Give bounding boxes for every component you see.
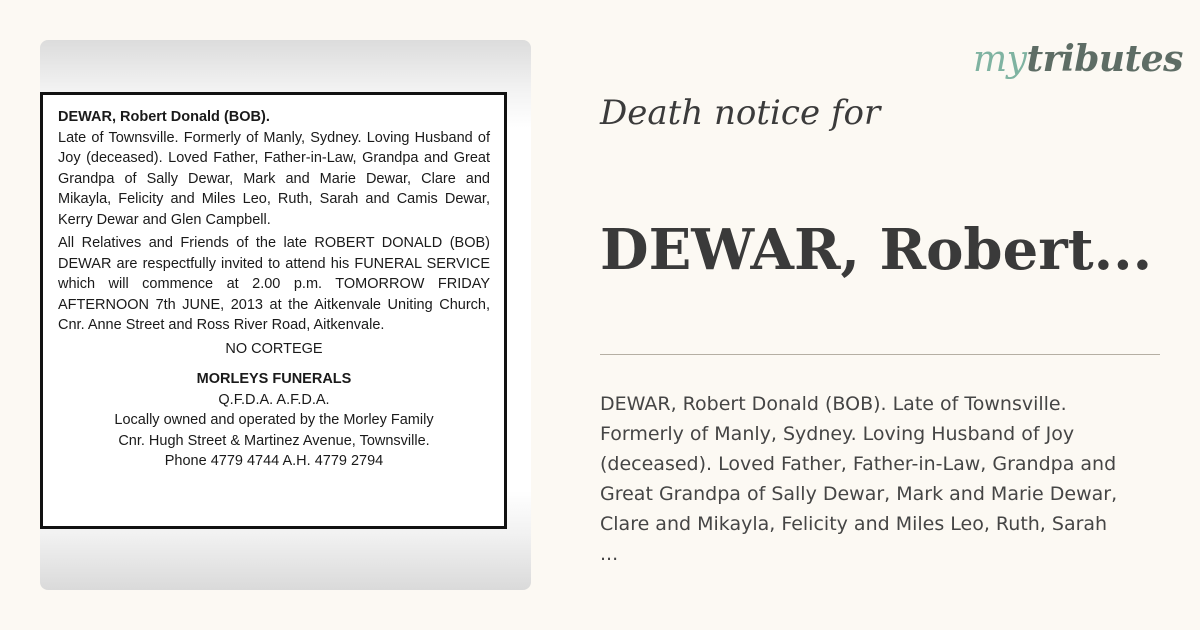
page-subtitle: Death notice for: [600, 93, 881, 133]
funeral-home-accreditation: Q.F.D.A. A.F.D.A.: [218, 391, 330, 408]
notice-image: [40, 40, 531, 590]
divider: [600, 354, 1160, 355]
funeral-home-name: MORLEYS FUNERALS: [196, 371, 352, 387]
notice-summary: DEWAR, Robert Donald (BOB). Late of Townsville. Formerly of Manly, Sydney. Loving Husband of Joy (deceased). Loved Father, Father-in-Law, Grandpa and Great Grandpa of Sally Dewar, Mark and Marie Dewar, Clare and Mikayla, Felicity and Miles Leo, Ruth, Sarah ...: [600, 393, 1118, 565]
newspaper-notice: [40, 92, 507, 529]
logo-my: my: [973, 39, 1027, 80]
notice-no-cortege: NO CORTEGE: [225, 340, 323, 357]
logo-tributes: tributes: [1026, 38, 1183, 80]
notice-paragraph-family: Late of Townsville. Formerly of Manly, Sydney. Loving Husband of Joy (deceased). Loved Father, Father-in-Law, Grandpa and Great Grandpa of Sally Dewar, Mark and Marie Dewar, Clare and Mikayla, Felicity and Miles Leo, Ruth, Sarah and Camis Dewar, Kerry Dewar and Glen Campbell.: [58, 129, 490, 228]
deceased-name-heading: DEWAR, Robert...: [600, 217, 1153, 283]
mytributes-logo[interactable]: [973, 37, 1183, 82]
funeral-home-address: Cnr. Hugh Street & Martinez Avenue, Townsville.: [118, 432, 430, 449]
notice-deceased-name: DEWAR, Robert Donald (BOB).: [58, 109, 270, 125]
funeral-home-tagline: Locally owned and operated by the Morley Family: [114, 412, 434, 428]
notice-paragraph-service: All Relatives and Friends of the late ROBERT DONALD (BOB) DEWAR are respectfully invited to attend his FUNERAL SERVICE which will commence at 2.00 p.m. TOMORROW FRIDAY AFTERNOON 7th JUNE, 2013 at the Aitkenvale Uniting Church, Cnr. Anne Street and Ross River Road, Aitkenvale.: [58, 235, 490, 333]
funeral-home-phone: Phone 4779 4744 A.H. 4779 2794: [164, 453, 384, 469]
